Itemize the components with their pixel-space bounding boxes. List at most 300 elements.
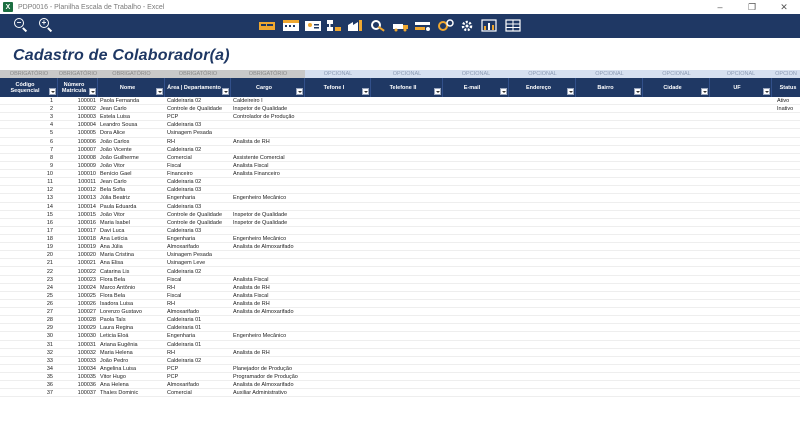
cell-seq[interactable]: 35	[46, 374, 53, 381]
cell-area[interactable]: Usinagem Pesada	[167, 252, 212, 259]
cell-nome[interactable]: Estela Luisa	[100, 114, 130, 121]
table-row[interactable]	[0, 259, 800, 267]
cell-cargo[interactable]: Assistente Comercial	[233, 154, 285, 161]
cell-status[interactable]	[777, 154, 800, 162]
cell-status[interactable]	[777, 341, 800, 349]
table-row[interactable]	[0, 324, 800, 332]
table-row[interactable]	[0, 138, 800, 146]
cell-area[interactable]: Caldeiraria 02	[167, 268, 202, 275]
cell-seq[interactable]: 36	[46, 382, 53, 389]
column-header	[710, 78, 772, 97]
cell-status[interactable]	[777, 308, 800, 316]
cell-cargo[interactable]: Caldeireiro I	[233, 98, 263, 104]
cell-nome[interactable]: Paola Fernanda	[100, 98, 140, 104]
cell-seq[interactable]: 17	[46, 227, 53, 234]
cell-area[interactable]: Fiscal	[167, 292, 182, 299]
cell-nome[interactable]: Flora Bela	[100, 276, 126, 283]
filter-dropdown-icon[interactable]	[89, 88, 96, 95]
cell-seq[interactable]: 8	[49, 154, 53, 161]
cell-area[interactable]: Fiscal	[167, 162, 182, 169]
table-row[interactable]	[0, 203, 800, 211]
cell-cargo[interactable]: Analista Fiscal	[233, 162, 269, 169]
column-header-label: Endereço	[525, 84, 552, 91]
cell-area[interactable]: Caldeiraria 03	[167, 203, 202, 210]
cell-status[interactable]	[777, 284, 800, 292]
cell-mat[interactable]: 100033	[77, 357, 96, 364]
cell-cargo[interactable]: Inspetor de Qualidade	[233, 219, 288, 226]
cell-cargo[interactable]: Engenheiro Mecânico	[233, 236, 287, 243]
cell-seq[interactable]: 28	[46, 317, 53, 324]
cell-status[interactable]	[777, 162, 800, 170]
table-row[interactable]	[0, 381, 800, 389]
table-row[interactable]	[0, 243, 800, 251]
machine-icon[interactable]	[414, 19, 432, 32]
cell-cargo[interactable]: Analista de Almoxarifado	[233, 244, 294, 251]
cell-area[interactable]: Engenharia	[167, 195, 196, 202]
cell-area[interactable]: Usinagem Pesada	[167, 130, 212, 137]
cell-cargo[interactable]: Analista de RH	[233, 301, 270, 307]
cell-status[interactable]	[777, 349, 800, 357]
cell-nome[interactable]: Jean Carlo	[100, 106, 127, 113]
table-row[interactable]	[0, 316, 800, 324]
table-row[interactable]	[0, 292, 800, 300]
cell-mat[interactable]: 100003	[77, 114, 96, 121]
cell-seq[interactable]: 14	[46, 203, 53, 210]
cell-area[interactable]: RH	[167, 349, 175, 356]
cell-cargo[interactable]	[233, 203, 313, 211]
org-chart-icon[interactable]	[325, 19, 343, 32]
cell-cargo[interactable]: Analista Financeiro	[233, 171, 280, 178]
cell-mat[interactable]: 100032	[77, 349, 96, 356]
cell-seq[interactable]: 13	[46, 195, 53, 202]
cell-area[interactable]: Caldeiraria 01	[167, 341, 202, 348]
cell-mat[interactable]: 100037	[77, 390, 96, 397]
table-row[interactable]	[0, 211, 800, 219]
cell-nome[interactable]: Leticia Eloá	[100, 333, 129, 340]
cell-area[interactable]: Financeiro	[167, 171, 193, 178]
restore-button[interactable]: ❐	[747, 1, 757, 12]
cell-area[interactable]: RH	[167, 284, 175, 291]
cell-seq[interactable]: 34	[46, 365, 53, 372]
cell-status[interactable]	[777, 324, 800, 332]
cell-seq[interactable]: 3	[49, 114, 53, 121]
cell-cargo[interactable]	[233, 268, 313, 276]
cell-area[interactable]: Caldeiraria 02	[167, 179, 202, 186]
cell-seq[interactable]: 31	[46, 341, 53, 348]
cell-seq[interactable]: 9	[49, 162, 53, 169]
cell-mat[interactable]: 100001	[77, 98, 96, 104]
table-row[interactable]	[0, 105, 800, 113]
cell-mat[interactable]: 100036	[77, 382, 96, 389]
filter-dropdown-icon[interactable]	[500, 88, 507, 95]
cell-area[interactable]: Almoxarifado	[167, 382, 200, 389]
cell-cargo[interactable]: Analista de RH	[233, 284, 270, 291]
cell-seq[interactable]: 22	[46, 268, 53, 275]
cell-cargo[interactable]: Planejador de Produção	[233, 365, 293, 372]
cell-mat[interactable]: 100034	[77, 365, 96, 372]
cell-area[interactable]: Almoxarifado	[167, 309, 200, 316]
cell-status[interactable]	[777, 170, 800, 178]
cell-mat[interactable]: 100016	[77, 219, 96, 226]
cell-cargo[interactable]: Analista de Almoxarifado	[233, 382, 294, 389]
cell-nome[interactable]: Lorenzo Gustavo	[100, 309, 142, 316]
cell-status[interactable]: Inativo	[777, 106, 794, 113]
cell-nome[interactable]: Bela Sofia	[100, 187, 126, 194]
cell-mat[interactable]: 100019	[77, 244, 96, 251]
cell-area[interactable]: PCP	[167, 365, 179, 372]
cell-status[interactable]	[777, 138, 800, 146]
cell-mat[interactable]: 100026	[77, 301, 96, 307]
cell-nome[interactable]: João Vicente	[100, 146, 132, 153]
filter-dropdown-icon[interactable]	[701, 88, 708, 95]
cell-cargo[interactable]	[233, 121, 313, 129]
table-row[interactable]	[0, 170, 800, 178]
cell-mat[interactable]: 100022	[77, 268, 96, 275]
cell-cargo[interactable]: Inspetor de Qualidade	[233, 211, 288, 218]
table-row[interactable]	[0, 146, 800, 154]
table-row[interactable]	[0, 365, 800, 373]
zoom-in-icon[interactable]: +	[39, 18, 53, 32]
close-button[interactable]: ✕	[780, 1, 788, 12]
table-row[interactable]	[0, 251, 800, 259]
cell-mat[interactable]: 100024	[77, 284, 96, 291]
cell-nome[interactable]: Ariana Eugênia	[100, 341, 138, 348]
cell-nome[interactable]: Ana Letícia	[100, 236, 128, 243]
table-row[interactable]	[0, 341, 800, 349]
cell-nome[interactable]: Ana Elisa	[100, 260, 124, 267]
cell-area[interactable]: Caldeiraria 01	[167, 325, 202, 332]
cell-mat[interactable]: 100008	[77, 154, 96, 161]
table-row[interactable]	[0, 357, 800, 365]
cell-nome[interactable]: Ana Helena	[100, 382, 129, 389]
cell-area[interactable]: Caldeiraria 02	[167, 146, 202, 153]
table-row[interactable]	[0, 121, 800, 129]
cell-area[interactable]: RH	[167, 301, 175, 307]
table-row[interactable]	[0, 349, 800, 357]
cell-nome[interactable]: Júlia Beatriz	[100, 195, 130, 202]
cell-cargo[interactable]: Analista de Almoxarifado	[233, 309, 294, 316]
cell-mat[interactable]: 100013	[77, 195, 96, 202]
zoom-out-icon[interactable]: −	[14, 18, 28, 32]
cell-nome[interactable]: João Carlos	[100, 138, 130, 145]
cell-status[interactable]	[777, 316, 800, 324]
table-row[interactable]	[0, 162, 800, 170]
cell-mat[interactable]: 100009	[77, 162, 96, 169]
cell-seq[interactable]: 12	[46, 187, 53, 194]
cell-status[interactable]	[777, 373, 800, 381]
column-header	[643, 78, 710, 97]
cell-mat[interactable]: 100020	[77, 252, 96, 259]
table-row[interactable]	[0, 154, 800, 162]
cell-nome[interactable]: Catarina Lis	[100, 268, 130, 275]
cell-cargo[interactable]	[233, 178, 313, 186]
bar-chart-icon[interactable]	[481, 19, 499, 32]
id-card-icon[interactable]	[258, 19, 276, 32]
table-row[interactable]	[0, 194, 800, 202]
requirement-label: OBRIGATÓRIO	[98, 70, 165, 78]
cell-cargo[interactable]: Auxiliar Administrativo	[233, 390, 287, 397]
app-toolbar	[0, 14, 800, 38]
cell-cargo[interactable]: Controlador de Produção	[233, 114, 295, 121]
cell-cargo[interactable]	[233, 129, 313, 137]
cell-seq[interactable]: 23	[46, 276, 53, 283]
cell-area[interactable]: Comercial	[167, 390, 192, 397]
cell-status[interactable]	[777, 186, 800, 194]
cell-seq[interactable]: 25	[46, 292, 53, 299]
cell-status[interactable]	[777, 276, 800, 284]
cell-cargo[interactable]	[233, 146, 313, 154]
cell-status[interactable]	[777, 251, 800, 259]
cell-cargo[interactable]	[233, 186, 313, 194]
cell-seq[interactable]: 18	[46, 236, 53, 243]
cell-seq[interactable]: 15	[46, 211, 53, 218]
cell-status[interactable]	[777, 389, 800, 397]
cell-area[interactable]: PCP	[167, 114, 179, 121]
cell-nome[interactable]: Isadora Luisa	[100, 301, 134, 307]
table-row[interactable]	[0, 235, 800, 243]
cell-status[interactable]	[777, 300, 800, 308]
cell-nome[interactable]: Paola Taís	[100, 317, 126, 324]
cell-status[interactable]	[777, 129, 800, 137]
cell-cargo[interactable]	[233, 324, 313, 332]
cell-cargo[interactable]: Analista Fiscal	[233, 276, 269, 283]
cell-area[interactable]: Almoxarifado	[167, 244, 200, 251]
requirement-label: OPCIONAL	[576, 70, 643, 78]
cell-mat[interactable]: 100002	[77, 106, 96, 113]
cell-seq[interactable]: 24	[46, 284, 53, 291]
cell-cargo[interactable]	[233, 357, 313, 365]
person-card-icon[interactable]	[304, 19, 322, 32]
filter-dropdown-icon[interactable]	[222, 88, 229, 95]
table-row[interactable]	[0, 308, 800, 316]
cell-seq[interactable]: 7	[49, 146, 53, 153]
table-row[interactable]	[0, 332, 800, 340]
cell-status[interactable]: Ativo	[777, 98, 790, 104]
cell-cargo[interactable]	[233, 341, 313, 349]
cell-mat[interactable]: 100011	[78, 179, 96, 186]
filter-dropdown-icon[interactable]	[634, 88, 641, 95]
cell-status[interactable]	[777, 121, 800, 129]
filter-dropdown-icon[interactable]	[49, 88, 56, 95]
column-header	[509, 78, 576, 97]
table-header	[0, 78, 800, 97]
cell-nome[interactable]: João Vitor	[100, 162, 125, 169]
column-header	[165, 78, 231, 97]
settings-gear-icon[interactable]	[459, 19, 477, 32]
cell-mat[interactable]: 100028	[77, 317, 96, 324]
cell-nome[interactable]: Maria Isabel	[100, 219, 130, 226]
cell-status[interactable]	[777, 268, 800, 276]
cell-mat[interactable]: 100031	[77, 341, 96, 348]
cell-mat[interactable]: 100006	[77, 138, 96, 145]
cell-cargo[interactable]: Inspetor de Qualidade	[233, 106, 288, 113]
cell-nome[interactable]: Leandro Sousa	[100, 122, 138, 129]
cell-status[interactable]	[777, 178, 800, 186]
cell-nome[interactable]: Maria Helena	[100, 349, 133, 356]
cell-cargo[interactable]: Engenheiro Mecânico	[233, 195, 287, 202]
cell-area[interactable]: Comercial	[167, 154, 192, 161]
vehicles-icon[interactable]	[392, 19, 410, 32]
cell-area[interactable]: Caldeiraria 02	[167, 98, 202, 104]
cell-cargo[interactable]: Programador de Produção	[233, 374, 298, 381]
cell-mat[interactable]: 100004	[77, 122, 96, 129]
cell-nome[interactable]: Jean Carlo	[100, 179, 127, 186]
cell-nome[interactable]: Marco Antônio	[100, 284, 136, 291]
cell-status[interactable]	[777, 381, 800, 389]
table-row[interactable]	[0, 97, 800, 105]
table-row[interactable]	[0, 276, 800, 284]
cell-status[interactable]	[777, 292, 800, 300]
cell-seq[interactable]: 19	[46, 244, 53, 251]
cell-nome[interactable]: Flora Bela	[100, 292, 126, 299]
factory-icon[interactable]	[347, 19, 365, 32]
cell-nome[interactable]: Dora Alice	[100, 130, 126, 137]
cell-nome[interactable]: Laura Regina	[100, 325, 134, 332]
cell-mat[interactable]: 100029	[77, 325, 96, 332]
table-row[interactable]	[0, 219, 800, 227]
cell-seq[interactable]: 29	[46, 325, 53, 332]
table-icon[interactable]	[505, 19, 523, 32]
cell-mat[interactable]: 100017	[77, 227, 96, 234]
cell-seq[interactable]: 26	[46, 301, 53, 307]
cell-mat[interactable]: 100021	[77, 260, 96, 267]
gears-icon[interactable]	[437, 19, 455, 32]
filter-dropdown-icon[interactable]	[434, 88, 441, 95]
cell-seq[interactable]: 33	[46, 357, 53, 364]
cell-area[interactable]: Caldeiraria 03	[167, 122, 202, 129]
cell-seq[interactable]: 5	[49, 130, 53, 137]
cell-area[interactable]: PCP	[167, 374, 179, 381]
cell-nome[interactable]: João Vitor	[100, 211, 125, 218]
cell-seq[interactable]: 21	[46, 260, 53, 267]
cell-nome[interactable]: Davi Luca	[100, 227, 125, 234]
cell-cargo[interactable]	[233, 251, 313, 259]
filter-dropdown-icon[interactable]	[362, 88, 369, 95]
cell-mat[interactable]: 100025	[77, 292, 96, 299]
cell-area[interactable]: Caldeiraria 01	[167, 317, 202, 324]
cell-nome[interactable]: Maria Cristina	[100, 252, 134, 259]
cell-cargo[interactable]: Analista de RH	[233, 138, 270, 145]
cell-area[interactable]: Fiscal	[167, 276, 182, 283]
tools-icon[interactable]	[370, 19, 388, 32]
cell-seq[interactable]: 20	[46, 252, 53, 259]
cell-nome[interactable]: João Pedro	[100, 357, 129, 364]
table-row[interactable]	[0, 373, 800, 381]
cell-cargo[interactable]: Analista Fiscal	[233, 292, 269, 299]
table-row[interactable]	[0, 268, 800, 276]
cell-area[interactable]: Controle de Qualidade	[167, 219, 223, 226]
cell-seq[interactable]: 32	[46, 349, 53, 356]
table-row[interactable]	[0, 284, 800, 292]
table-row[interactable]	[0, 113, 800, 121]
cell-status[interactable]	[777, 146, 800, 154]
cell-seq[interactable]: 4	[49, 122, 53, 129]
cell-seq[interactable]: 37	[46, 390, 53, 397]
table-row[interactable]	[0, 178, 800, 186]
cell-status[interactable]	[777, 203, 800, 211]
cell-nome[interactable]: Thaíes Dominic	[100, 390, 139, 397]
cell-cargo[interactable]	[233, 227, 313, 235]
cell-status[interactable]	[777, 332, 800, 340]
cell-cargo[interactable]	[233, 316, 313, 324]
cell-seq[interactable]: 30	[46, 333, 53, 340]
cell-status[interactable]	[777, 243, 800, 251]
cell-nome[interactable]: Ana Júlia	[100, 244, 123, 251]
cell-seq[interactable]: 16	[46, 219, 53, 226]
requirement-label: OPCIONAL	[305, 70, 371, 78]
cell-status[interactable]	[777, 211, 800, 219]
cell-mat[interactable]: 100005	[77, 130, 96, 137]
table-row[interactable]	[0, 389, 800, 397]
cell-area[interactable]: Engenharia	[167, 236, 196, 243]
requirement-label: OPCIONAL	[443, 70, 509, 78]
cell-nome[interactable]: Benício Gael	[100, 171, 132, 178]
cell-status[interactable]	[777, 227, 800, 235]
cell-mat[interactable]: 100030	[77, 333, 96, 340]
cell-nome[interactable]: Paula Eduarda	[100, 203, 137, 210]
filter-dropdown-icon[interactable]	[296, 88, 303, 95]
cell-seq[interactable]: 10	[46, 171, 53, 178]
cell-area[interactable]: Caldeiraria 03	[167, 227, 202, 234]
filter-dropdown-icon[interactable]	[567, 88, 574, 95]
filter-dropdown-icon[interactable]	[156, 88, 163, 95]
cell-nome[interactable]: Angelina Luisa	[100, 365, 137, 372]
cell-area[interactable]: Caldeiraria 03	[167, 187, 202, 194]
cell-mat[interactable]: 100023	[77, 276, 96, 283]
cell-cargo[interactable]: Analista de RH	[233, 349, 270, 356]
cell-seq[interactable]: 11	[47, 179, 53, 186]
table-row[interactable]	[0, 227, 800, 235]
cell-status[interactable]	[777, 194, 800, 202]
cell-mat[interactable]: 100014	[77, 203, 96, 210]
cell-area[interactable]: Caldeiraria 02	[167, 357, 202, 364]
column-header	[305, 78, 371, 97]
cell-nome[interactable]: João Guilherme	[100, 154, 139, 161]
table-row[interactable]	[0, 186, 800, 194]
cell-nome[interactable]: Vitor Hugo	[100, 374, 126, 381]
cell-mat[interactable]: 100018	[77, 236, 96, 243]
cell-status[interactable]	[777, 219, 800, 227]
filter-dropdown-icon[interactable]	[763, 88, 770, 95]
minimize-button[interactable]: –	[717, 2, 723, 12]
cell-mat[interactable]: 100035	[77, 374, 96, 381]
cell-mat[interactable]: 100007	[77, 146, 96, 153]
cell-seq[interactable]: 6	[49, 138, 53, 145]
cell-cargo[interactable]	[233, 259, 313, 267]
cell-status[interactable]	[777, 357, 800, 365]
cell-area[interactable]: Controle de Qualidade	[167, 106, 223, 113]
cell-mat[interactable]: 100015	[77, 211, 96, 218]
cell-status[interactable]	[777, 235, 800, 243]
calendar-icon[interactable]	[282, 19, 300, 32]
cell-status[interactable]	[777, 113, 800, 121]
cell-cargo[interactable]: Engenheiro Mecânico	[233, 333, 287, 340]
cell-seq[interactable]: 27	[46, 309, 53, 316]
cell-seq[interactable]: 2	[49, 106, 53, 113]
cell-status[interactable]	[777, 365, 800, 373]
cell-area[interactable]: Usinagem Leve	[167, 260, 206, 267]
table-row[interactable]	[0, 129, 800, 137]
cell-area[interactable]: Engenharia	[167, 333, 196, 340]
table-row[interactable]	[0, 300, 800, 308]
cell-mat[interactable]: 100027	[77, 309, 96, 316]
cell-area[interactable]: RH	[167, 138, 175, 145]
cell-area[interactable]: Controle de Qualidade	[167, 211, 223, 218]
cell-seq[interactable]: 1	[49, 98, 53, 104]
cell-status[interactable]	[777, 259, 800, 267]
cell-mat[interactable]: 100010	[77, 171, 96, 178]
cell-mat[interactable]: 100012	[77, 187, 96, 194]
